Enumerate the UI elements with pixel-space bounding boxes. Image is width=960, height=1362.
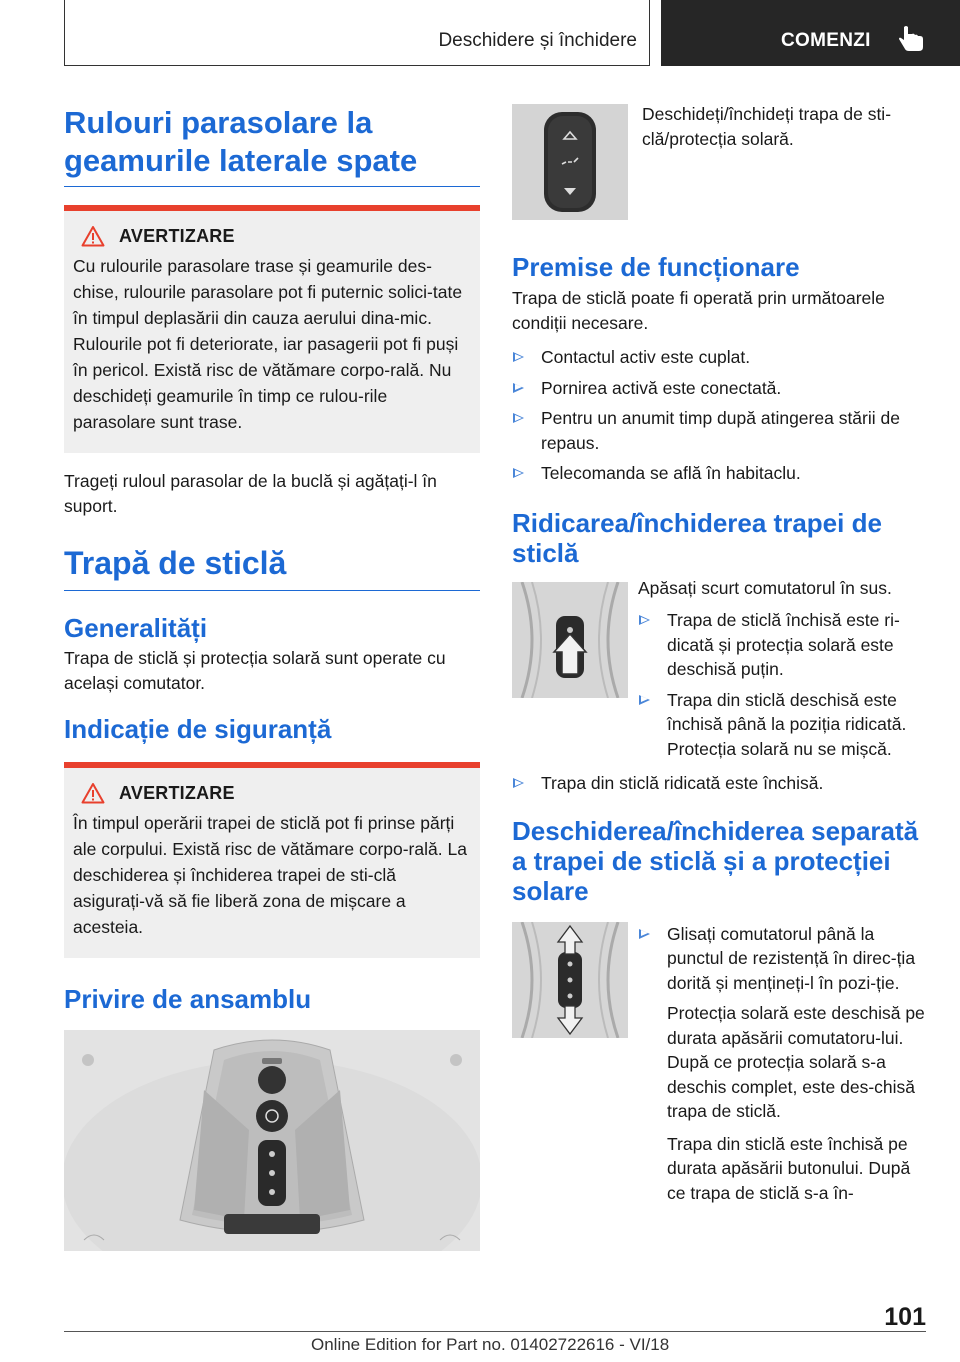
warning-triangle-icon — [81, 782, 105, 804]
list-item: Trapa de sticlă închisă este ri-dicată și protecția solară este deschisă puțin. — [638, 608, 926, 682]
list-item: Trapa din sticlă deschisă este închisă până la poziția ridicată. Protecția solară nu se mișcă. — [638, 688, 926, 762]
safety-heading: Indicație de siguranță — [64, 714, 332, 744]
separate-heading: Deschiderea/închiderea separată a trapei de sticlă și a protecției solare — [512, 815, 919, 906]
list-item: Telecomanda se află în habitaclu. — [512, 461, 926, 486]
header-chapter-box — [661, 0, 960, 66]
separate-list — [638, 922, 926, 996]
footer-edition: Online Edition for Part no. 01402722616 - VI/18 — [311, 1335, 670, 1354]
switch-figure-row — [512, 104, 926, 220]
list-item: Pornirea activă este conectată. — [512, 376, 926, 401]
warning-text: În timpul operării trapei de sticlă pot fi prinse părți ale corpului. Există risc de vătămare corpo-rală. La deschiderea și închiderea trapei de sti-clă asigurați-vă să fie liberă zona de mișcare a acesteia. — [73, 813, 467, 937]
prerequisites-text: Trapa de sticlă poate fi operată prin următoarele condiții necesare. — [512, 288, 885, 333]
bullet-triangle-icon — [639, 929, 650, 939]
header-section-title: Deschidere și închidere — [438, 30, 637, 51]
raise-list — [638, 608, 926, 761]
bullet-triangle-icon — [513, 468, 524, 478]
warning-text: Cu rulourile parasolare trase și geamurile des-chise, rulourile parasolare pot fi puternic solici-tate în timpul deplasării din cauza aerului dina-mic. Rulourile pot fi deteriorate, iar pasagerii pot fi puși în pericol. Există risc de vătămare corpo-rală. Nu deschideți geamurile în timp ce rulou-rile parasolare sunt trase. — [73, 256, 463, 432]
list-item: Contactul activ este cuplat. — [512, 345, 926, 370]
warning-box-roof — [64, 762, 480, 958]
footer-divider — [64, 1331, 926, 1332]
separate-text-2: Trapa din sticlă este închisă pe durata apăsării butonului. După ce trapa de sticlă s-a în- — [667, 1133, 911, 1203]
roof-switch-image — [512, 104, 628, 220]
warning-box-sunblind — [64, 205, 480, 453]
general-text: Trapa de sticlă și protecția solară sunt operate cu același comutator. — [64, 648, 446, 693]
sunblind-instruction: Trageți ruloul parasolar de la buclă și agățați-l în suport. — [64, 471, 437, 516]
prerequisites-list — [512, 345, 926, 486]
bullet-triangle-icon — [513, 383, 524, 393]
general-heading: Generalități — [64, 613, 208, 643]
switch-caption: Deschideți/închideți trapa de sti-clă/protecția solară. — [642, 104, 892, 149]
switch-slide-image — [512, 922, 628, 1038]
warning-title: AVERTIZARE — [119, 782, 235, 803]
bullet-triangle-icon — [639, 695, 650, 705]
bullet-triangle-icon — [513, 352, 524, 362]
headliner-overview-image — [64, 1030, 480, 1251]
warning-title: AVERTIZARE — [119, 225, 235, 246]
separate-text-1: Protecția solară este deschisă pe durata apăsării comutatoru-lui. După ce protecția solară s-a deschis complet, este des-chisă trapa de sticlă. — [667, 1003, 925, 1121]
left-column — [64, 104, 480, 1251]
header-section-box — [64, 0, 650, 66]
header-chapter-title: COMENZI — [781, 30, 871, 51]
switch-push-up-image — [512, 582, 628, 698]
sunblind-heading: Rulouri parasolare la geamurile laterale spate — [64, 104, 480, 187]
bullet-triangle-icon — [639, 615, 650, 625]
bullet-triangle-icon — [513, 413, 524, 423]
prerequisites-heading: Premise de funcționare — [512, 252, 800, 282]
raise-instruction: Apăsați scurt comutatorul în sus. — [638, 577, 892, 598]
pointing-hand-icon — [897, 24, 927, 54]
list-item: Pentru un anumit timp după atingerea stării de repaus. — [512, 406, 926, 455]
raise-close-heading: Ridicarea/închiderea trapei de sticlă — [512, 507, 882, 568]
list-item: Trapa din sticlă ridicată este închisă. — [512, 771, 926, 796]
right-column — [512, 104, 926, 1205]
list-item: Glisați comutatorul până la punctul de rezistență în direc-ția dorită și mențineți-l în pozi-ție. — [638, 922, 926, 996]
page-number: 101 — [884, 1303, 926, 1331]
overview-heading: Privire de ansamblu — [64, 984, 312, 1014]
glass-roof-heading: Trapă de sticlă — [64, 544, 480, 591]
bullet-triangle-icon — [513, 778, 524, 788]
warning-triangle-icon — [81, 225, 105, 247]
raise-list-full — [512, 771, 926, 796]
separate-figure-row — [512, 922, 926, 1206]
raise-figure-row — [512, 577, 926, 768]
